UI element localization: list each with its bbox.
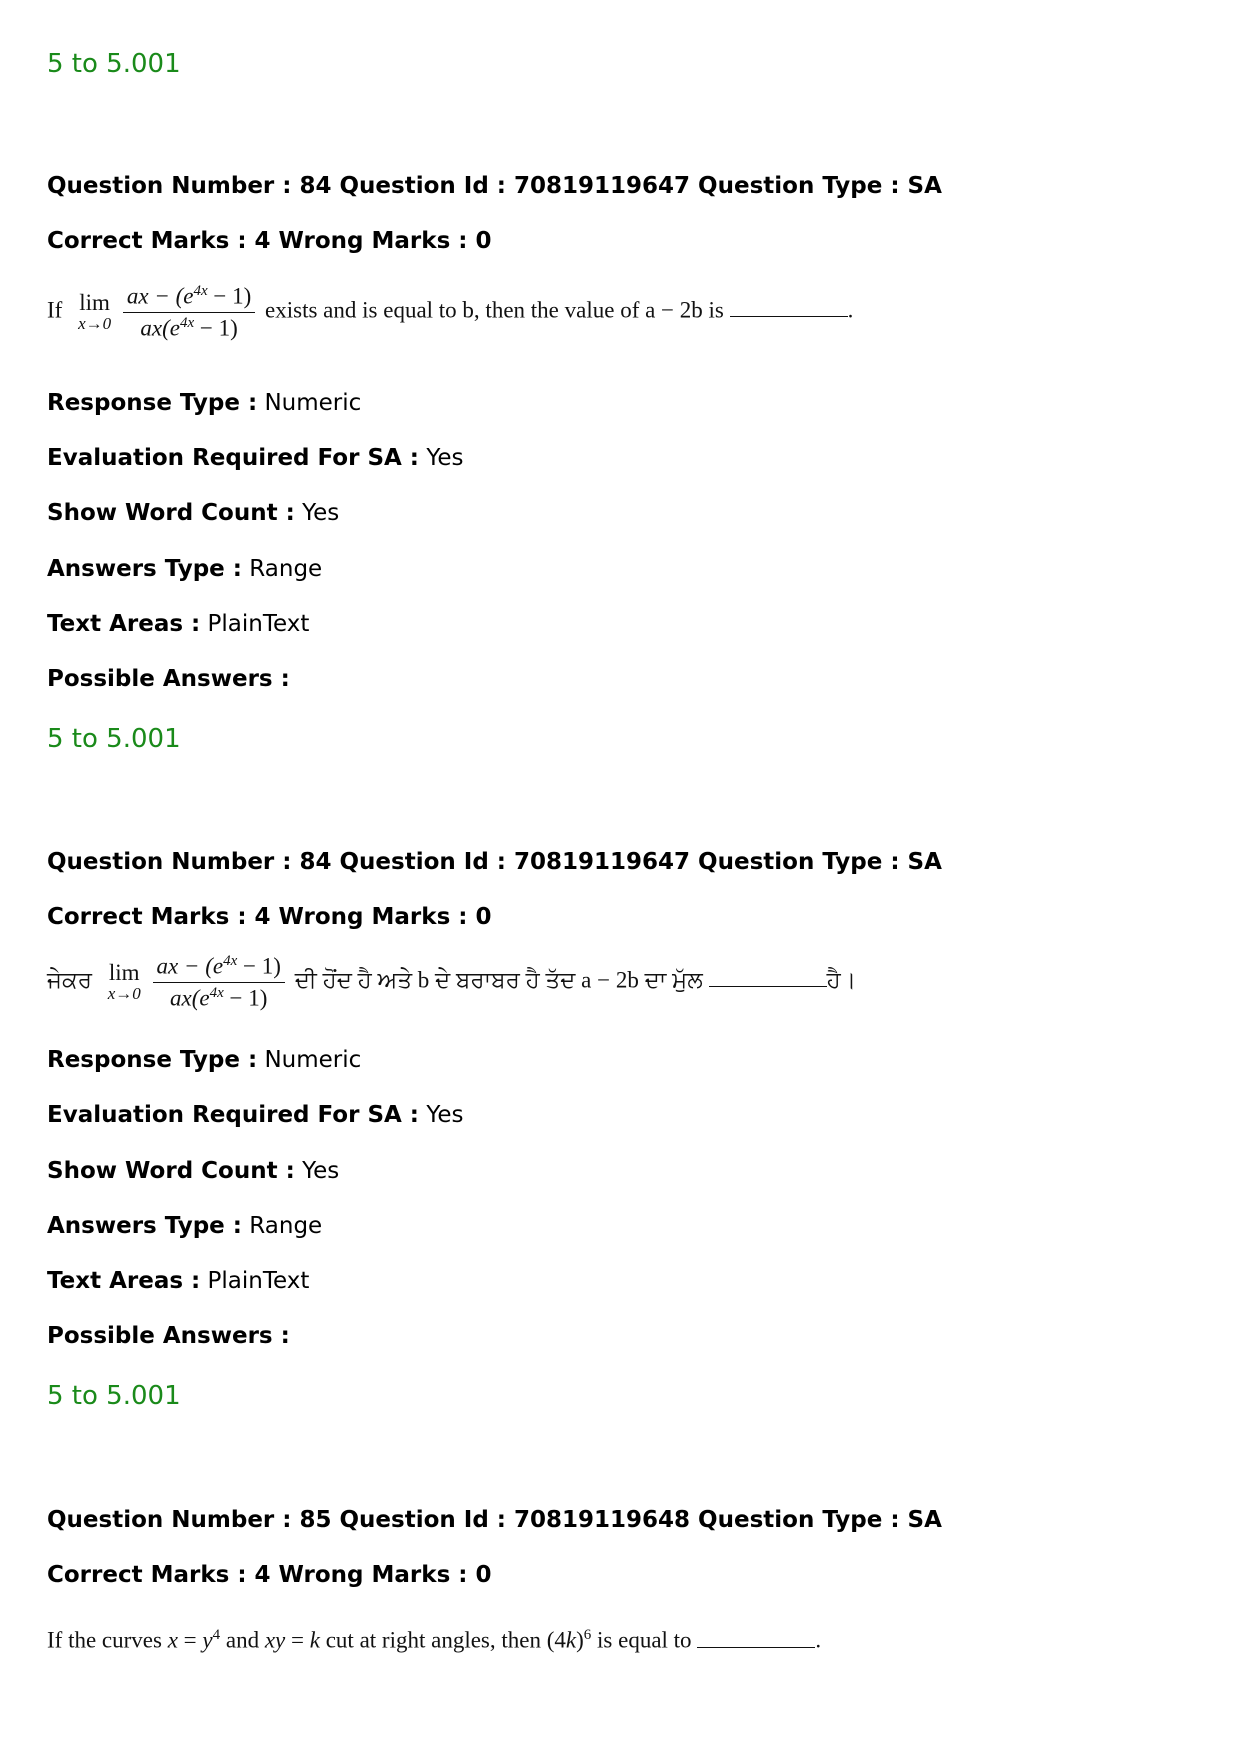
answer-blank [697,1629,815,1648]
question-header: Question Number : 84 Question Id : 70819119647 Question Type : SA [47,173,942,199]
field-answers-type: Answers Type : Range [47,556,323,582]
field-response-type: Response Type : Numeric [47,1047,362,1073]
field-text-areas: Text Areas : PlainText [47,611,310,637]
field-response-type: Response Type : Numeric [47,390,362,416]
field-show-word-count: Show Word Count : Yes [47,500,340,526]
answer-blank [709,968,827,987]
question-text: If lim x→0 $\frac{ax - (e^{4x} - 1)}{ax(e^{4x} - 1)}$ exists and is equal to b, then the value of a − 2b is . [47,283,854,341]
question-marks: Correct Marks : 4 Wrong Marks : 0 [47,1562,492,1588]
field-show-word-count: Show Word Count : Yes [47,1158,340,1184]
question-marks: Correct Marks : 4 Wrong Marks : 0 [47,228,492,254]
field-text-areas: Text Areas : PlainText [47,1268,310,1294]
question-header: Question Number : 85 Question Id : 70819119648 Question Type : SA [47,1507,942,1533]
possible-answer-value: 5 to 5.001 [47,49,181,79]
field-possible-answers: Possible Answers : [47,1323,290,1349]
field-evaluation-required: Evaluation Required For SA : Yes [47,445,464,471]
limit-operator: lim x→0 [107,960,141,1004]
possible-answer-value: 5 to 5.001 [47,724,181,754]
field-answers-type: Answers Type : Range [47,1213,323,1239]
answer-blank [730,298,848,317]
limit-operator: lim x→0 [78,290,112,334]
fraction: $\frac{ax - (e^{4x} - 1)}{ax(e^{4x} - 1)}$ [153,953,285,1011]
fraction: $\frac{ax - (e^{4x} - 1)}{ax(e^{4x} - 1)}$ [123,283,255,341]
possible-answer-value: 5 to 5.001 [47,1381,181,1411]
field-possible-answers: Possible Answers : [47,666,290,692]
question-text: If the curves $x = y^4$ and xy = k cut at right angles, then $(4k)^6$ is equal to . [47,1627,822,1653]
question-text-punjabi: ਜੇਕਰ lim x→0 $\frac{ax - (e^{4x} - 1)}{ax(e^{4x} - 1)}$ ਦੀ ਹੋਂਦ ਹੈ ਅਤੇ b ਦੇ ਬਰਾਬਰ ਹੈ ਤੱਦ a − 2b ਦਾ ਮੁੱਲ ਹੈ। [47,953,857,1011]
field-evaluation-required: Evaluation Required For SA : Yes [47,1102,464,1128]
question-marks: Correct Marks : 4 Wrong Marks : 0 [47,904,492,930]
question-header: Question Number : 84 Question Id : 70819119647 Question Type : SA [47,849,942,875]
